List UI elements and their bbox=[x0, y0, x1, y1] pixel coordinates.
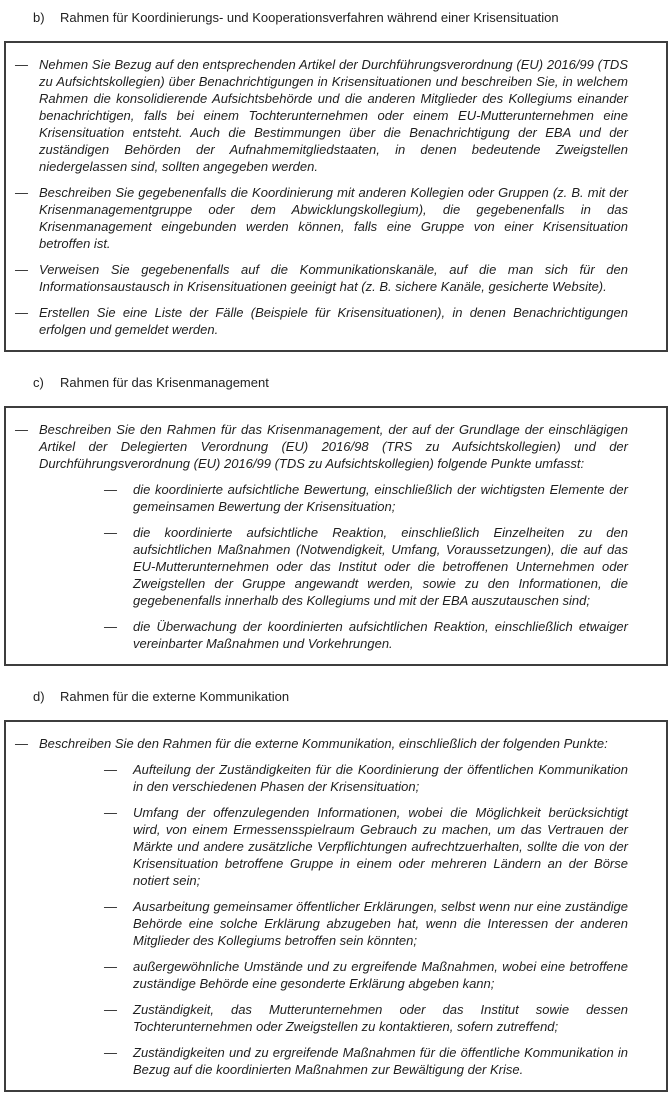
sub-item-text: Zuständigkeiten und zu ergreifende Maßnahmen für die öffentliche Kommunikation in Bezug auf die koordinierten Maßnahmen zur Bewältigung der Krise. bbox=[133, 1045, 628, 1077]
dash-bullet: — bbox=[104, 482, 117, 497]
item-text: Beschreiben Sie gegebenenfalls die Koordinierung mit anderen Kollegien oder Gruppen (z. B. mit der Krisenmanagementgruppe oder dem Abwicklungskollegium), die gegebenenfalls in das Krisenmanagement eingebunden werden können, falls eine Gruppe von einer Krisensituation betroffen ist. bbox=[39, 185, 628, 251]
sub-item-text: Aufteilung der Zuständigkeiten für die Koordinierung der öffentlichen Kommunikation in den verschiedenen Phasen der Krisensituation; bbox=[133, 762, 628, 794]
dash-bullet: — bbox=[15, 57, 28, 72]
bullet-item bbox=[6, 304, 666, 338]
sub-item-text: außergewöhnliche Umstände und zu ergreifende Maßnahmen, wobei eine betroffene zuständige Behörde eine gesonderte Erklärung abgeben kann; bbox=[133, 959, 628, 991]
section-d-title: Rahmen für die externe Kommunikation bbox=[60, 689, 290, 704]
dash-bullet: — bbox=[15, 736, 28, 751]
item-text: Beschreiben Sie den Rahmen für die externe Kommunikation, einschließlich der folgenden Punkte: bbox=[39, 736, 608, 751]
bullet-item bbox=[6, 56, 666, 175]
section-d bbox=[0, 688, 672, 1092]
item-text: Erstellen Sie eine Liste der Fälle (Beispiele für Krisensituationen), in denen Benachrichtigungen erfolgen und gemeldet werden. bbox=[39, 305, 628, 337]
sub-bullet-item bbox=[39, 1044, 628, 1078]
section-b-box bbox=[4, 41, 668, 352]
sub-bullet-item bbox=[39, 1001, 628, 1035]
dash-bullet: — bbox=[104, 805, 117, 820]
sub-bullet-item bbox=[39, 898, 628, 949]
item-text: Beschreiben Sie den Rahmen für das Krisenmanagement, der auf der Grundlage der einschlägigen Artikel der Delegierten Verordnung (EU) 2016/98 (TRS zu Aufsichtskollegien) und der Durchführungsverordnung (EU) 2016/99 (TDS zu Aufsichtskollegien) folgende Punkte umfasst: bbox=[39, 422, 628, 471]
dash-bullet: — bbox=[104, 525, 117, 540]
dash-bullet: — bbox=[15, 185, 28, 200]
dash-bullet: — bbox=[15, 422, 28, 437]
section-c-title: Rahmen für das Krisenmanagement bbox=[60, 375, 269, 390]
dash-bullet: — bbox=[104, 619, 117, 634]
item-text: Verweisen Sie gegebenenfalls auf die Kommunikationskanäle, auf die man sich für den Informationsaustausch in Krisensituationen geeinigt hat (z. B. sichere Kanäle, gesicherte Website). bbox=[39, 262, 628, 294]
dash-bullet: — bbox=[104, 959, 117, 974]
sub-bullet-item bbox=[39, 481, 628, 515]
bullet-item bbox=[6, 261, 666, 295]
dash-bullet: — bbox=[104, 899, 117, 914]
sub-item-text: Umfang der offenzulegenden Informationen, wobei die Möglichkeit berücksichtigt wird, von einem Ermessensspielraum Gebrauch zu machen, um das Vertrauen der Märkte und andere zusätzliche Verpflichtungen aufrechtzuerhalten, sollte die von der Krisensituation betroffene Gruppe in einem oder mehreren Ländern an der Börse notiert sein; bbox=[133, 805, 628, 888]
section-c bbox=[0, 374, 672, 666]
section-d-box bbox=[4, 720, 668, 1092]
section-c-letter: c) bbox=[33, 375, 44, 390]
sub-bullet-item bbox=[39, 618, 628, 652]
dash-bullet: — bbox=[104, 762, 117, 777]
section-b-title: Rahmen für Koordinierungs- und Kooperationsverfahren während einer Krisensituation bbox=[60, 10, 559, 25]
section-b-letter: b) bbox=[33, 10, 45, 25]
sub-item-text: Ausarbeitung gemeinsamer öffentlicher Erklärungen, selbst wenn nur eine zuständige Behörde eine solche Erklärung abzugeben hat, wenn die Interessen der anderen Mitglieder des Kollegiums betroffen sein könnten; bbox=[133, 899, 628, 948]
sub-item-text: Zuständigkeit, das Mutterunternehmen oder das Institut sowie dessen Tochterunternehmen oder Zweigstellen zu kontaktieren, sofern zutreffend; bbox=[133, 1002, 628, 1034]
dash-bullet: — bbox=[15, 305, 28, 320]
item-text: Nehmen Sie Bezug auf den entsprechenden Artikel der Durchführungsverordnung (EU) 2016/99 (TDS zu Aufsichtskollegien) über Benachrichtigungen in Krisensituationen und beschreiben Sie, in welchem Rahmen die konsolidierende Aufsichtsbehörde und die anderen Mitglieder des Kollegiums einander benachrichtigen, falls bei einem Tochterunternehmen oder einem EU-Mutterunternehmen eine Krisensituation entsteht. Auch die Bestimmungen über die Benachrichtigung der EBA und der zuständigen Behörden der Aufnahmemitgliedstaaten, in denen bedeutende Zweigstellen niedergelassen sind, sollten angegeben werden. bbox=[39, 57, 628, 174]
bullet-item bbox=[6, 421, 666, 652]
dash-bullet: — bbox=[15, 262, 28, 277]
sub-bullet-item bbox=[39, 958, 628, 992]
document-page bbox=[0, 9, 672, 1092]
dash-bullet: — bbox=[104, 1002, 117, 1017]
section-b-heading bbox=[0, 9, 672, 26]
bullet-item bbox=[6, 735, 666, 1078]
section-d-heading bbox=[0, 688, 672, 705]
sub-item-text: die koordinierte aufsichtliche Reaktion, einschließlich Einzelheiten zu den aufsichtlichen Maßnahmen (Notwendigkeit, Umfang, Voraussetzungen), die auf das EU-Mutterunternehmen oder das Institut oder die betroffenen Unternehmen oder Zweigstellen der Gruppe angewandt werden, sowie zu den Informationen, die gegebenenfalls innerhalb des Kollegiums und mit der EBA auszutauschen sind; bbox=[133, 525, 628, 608]
section-b bbox=[0, 9, 672, 352]
sub-bullet-item bbox=[39, 761, 628, 795]
dash-bullet: — bbox=[104, 1045, 117, 1060]
section-d-letter: d) bbox=[33, 689, 45, 704]
sub-bullet-item bbox=[39, 804, 628, 889]
sub-item-text: die Überwachung der koordinierten aufsichtlichen Reaktion, einschließlich etwaiger vereinbarter Maßnahmen und Vorkehrungen. bbox=[133, 619, 628, 651]
section-c-box bbox=[4, 406, 668, 666]
sub-item-text: die koordinierte aufsichtliche Bewertung, einschließlich der wichtigsten Elemente der gemeinsamen Bewertung der Krisensituation; bbox=[133, 482, 628, 514]
section-c-heading bbox=[0, 374, 672, 391]
bullet-item bbox=[6, 184, 666, 252]
sub-bullet-item bbox=[39, 524, 628, 609]
